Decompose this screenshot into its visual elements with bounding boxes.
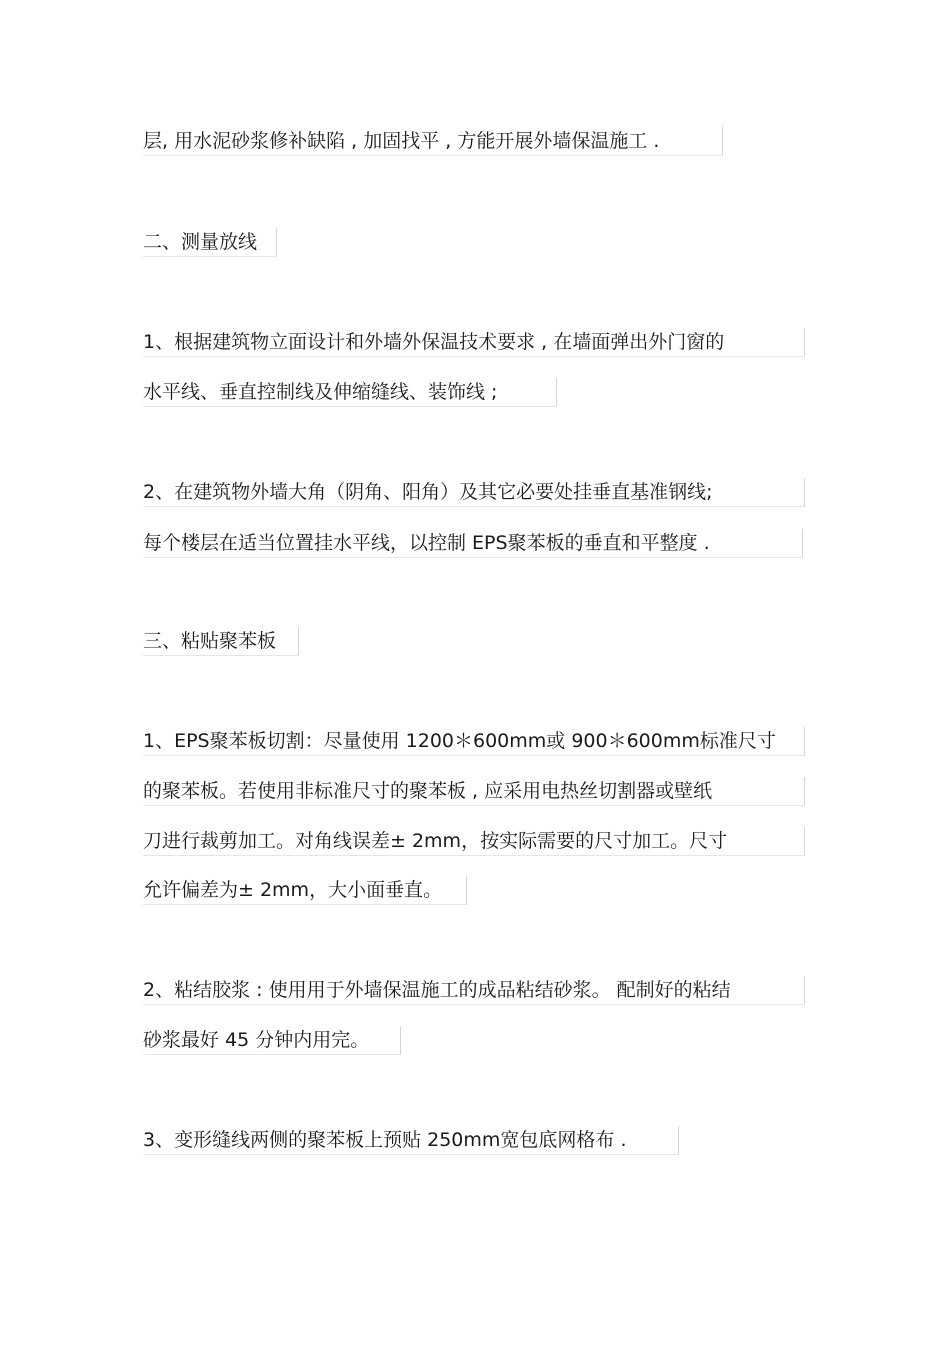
paragraph-line: 3、变形缝线两侧的聚苯板上预贴 250mm宽包底网格布 .: [143, 1126, 679, 1155]
paragraph-line: 2、在建筑物外墙大角（阴角、阳角）及其它必要处挂垂直基准钢线;: [143, 478, 805, 507]
paragraph-line: 2、粘结胶浆 : 使用用于外墙保温施工的成品粘结砂浆。 配制好的粘结: [143, 976, 805, 1005]
paragraph-line: 砂浆最好 45 分钟内用完。: [143, 1026, 401, 1055]
paragraph-line: 1、根据建筑物立面设计和外墙外保温技术要求 , 在墙面弹出外门窗的: [143, 328, 805, 357]
paragraph-line: 水平线、垂直控制线及伸缩缝线、装饰线 ;: [143, 378, 557, 407]
section-heading: 三、粘贴聚苯板: [143, 627, 299, 656]
paragraph-line: 层, 用水泥砂浆修补缺陷 , 加固找平 , 方能开展外墙保温施工 .: [143, 127, 723, 156]
paragraph-line: 刀进行裁剪加工。对角线误差± 2mm，按实际需要的尺寸加工。尺寸: [143, 827, 805, 856]
section-heading: 二、测量放线: [143, 228, 277, 257]
paragraph-line: 的聚苯板。若使用非标准尺寸的聚苯板 , 应采用电热丝切割器或壁纸: [143, 777, 805, 806]
paragraph-line: 每个楼层在适当位置挂水平线，以控制 EPS聚苯板的垂直和平整度 .: [143, 529, 803, 558]
paragraph-line: 允许偏差为± 2mm，大小面垂直。: [143, 876, 467, 905]
paragraph-line: 1、EPS聚苯板切割：尽量使用 1200＊600mm或 900＊600mm标准尺寸: [143, 727, 805, 756]
